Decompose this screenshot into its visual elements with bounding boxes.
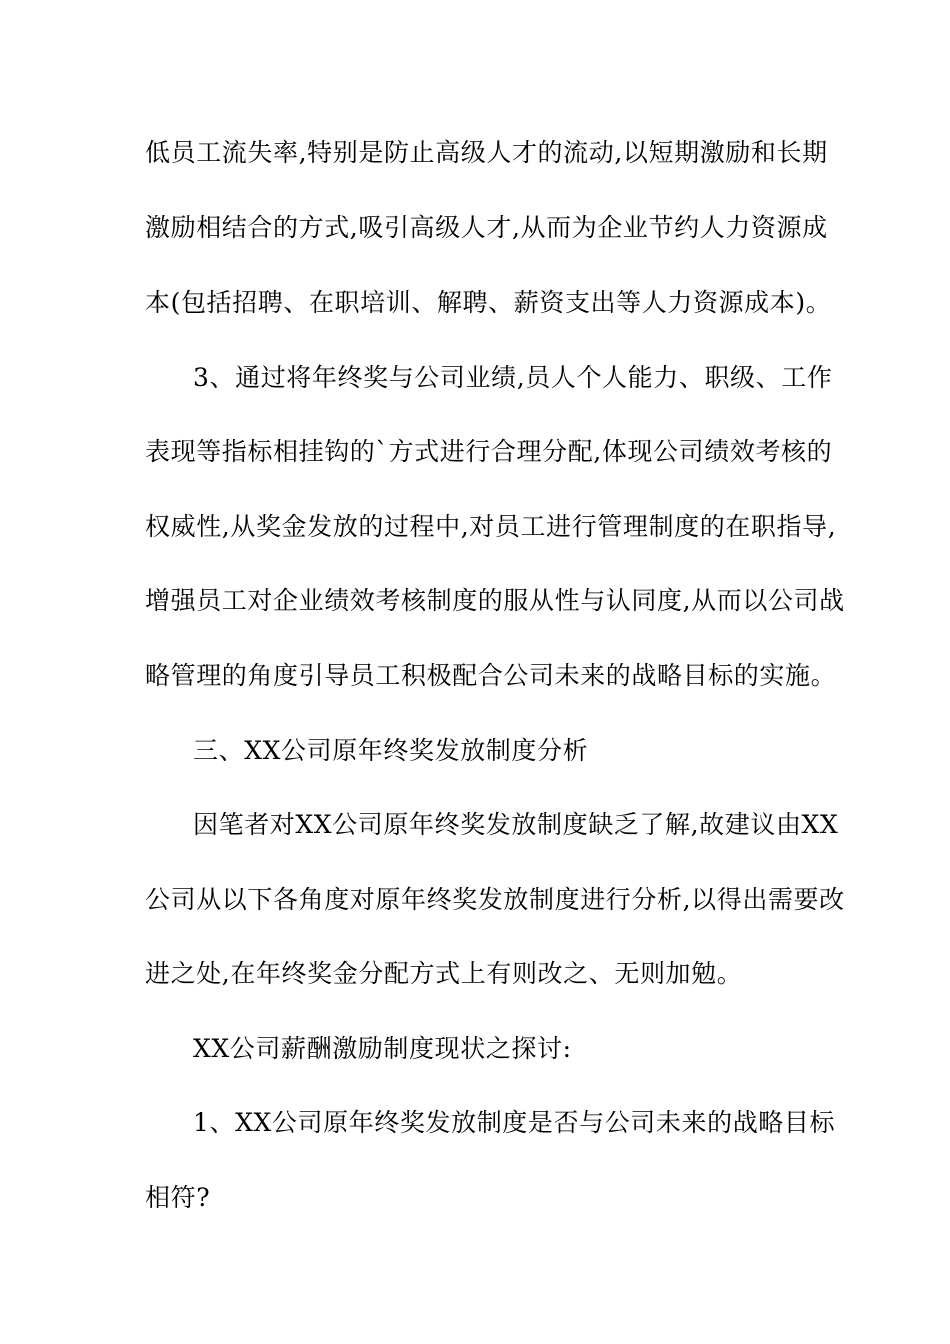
paragraph-line: 增强员工对企业绩效考核制度的服从性与认同度,从而以公司战 — [145, 586, 845, 615]
paragraph-line: 略管理的角度引导员工积极配合公司未来的战略目标的实施。 — [145, 661, 837, 690]
paragraph-line: 相符? — [145, 1183, 211, 1212]
paragraph-line: 权威性,从奖金发放的过程中,对员工进行管理制度的在职指导, — [145, 512, 837, 541]
subsection-heading: XX公司薪酬激励制度现状之探讨: — [193, 1034, 572, 1063]
paragraph-line: 低员工流失率,特别是防止高级人才的流动,以短期激励和长期 — [145, 138, 828, 167]
paragraph-line: 因笔者对XX公司原年终奖发放制度缺乏了解,故建议由XX — [193, 810, 839, 839]
paragraph-line: 本(包括招聘、在职培训、解聘、薪资支出等人力资源成本)。 — [145, 288, 832, 317]
paragraph-line: 表现等指标相挂钩的`方式进行合理分配,体现公司绩效考核的 — [145, 437, 833, 466]
paragraph-line: 公司从以下各角度对原年终奖发放制度进行分析,以得出需要改 — [145, 885, 845, 914]
section-heading: 三、XX公司原年终奖发放制度分析 — [193, 736, 589, 765]
paragraph-line: 激励相结合的方式,吸引高级人才,从而为企业节约人力资源成 — [145, 213, 828, 242]
paragraph-line: 进之处,在年终奖金分配方式上有则改之、无则加勉。 — [145, 959, 743, 988]
paragraph-line: 1、XX公司原年终奖发放制度是否与公司未来的战略目标 — [193, 1108, 836, 1137]
paragraph-line: 3、通过将年终奖与公司业绩,员人个人能力、职级、工作 — [193, 363, 833, 392]
